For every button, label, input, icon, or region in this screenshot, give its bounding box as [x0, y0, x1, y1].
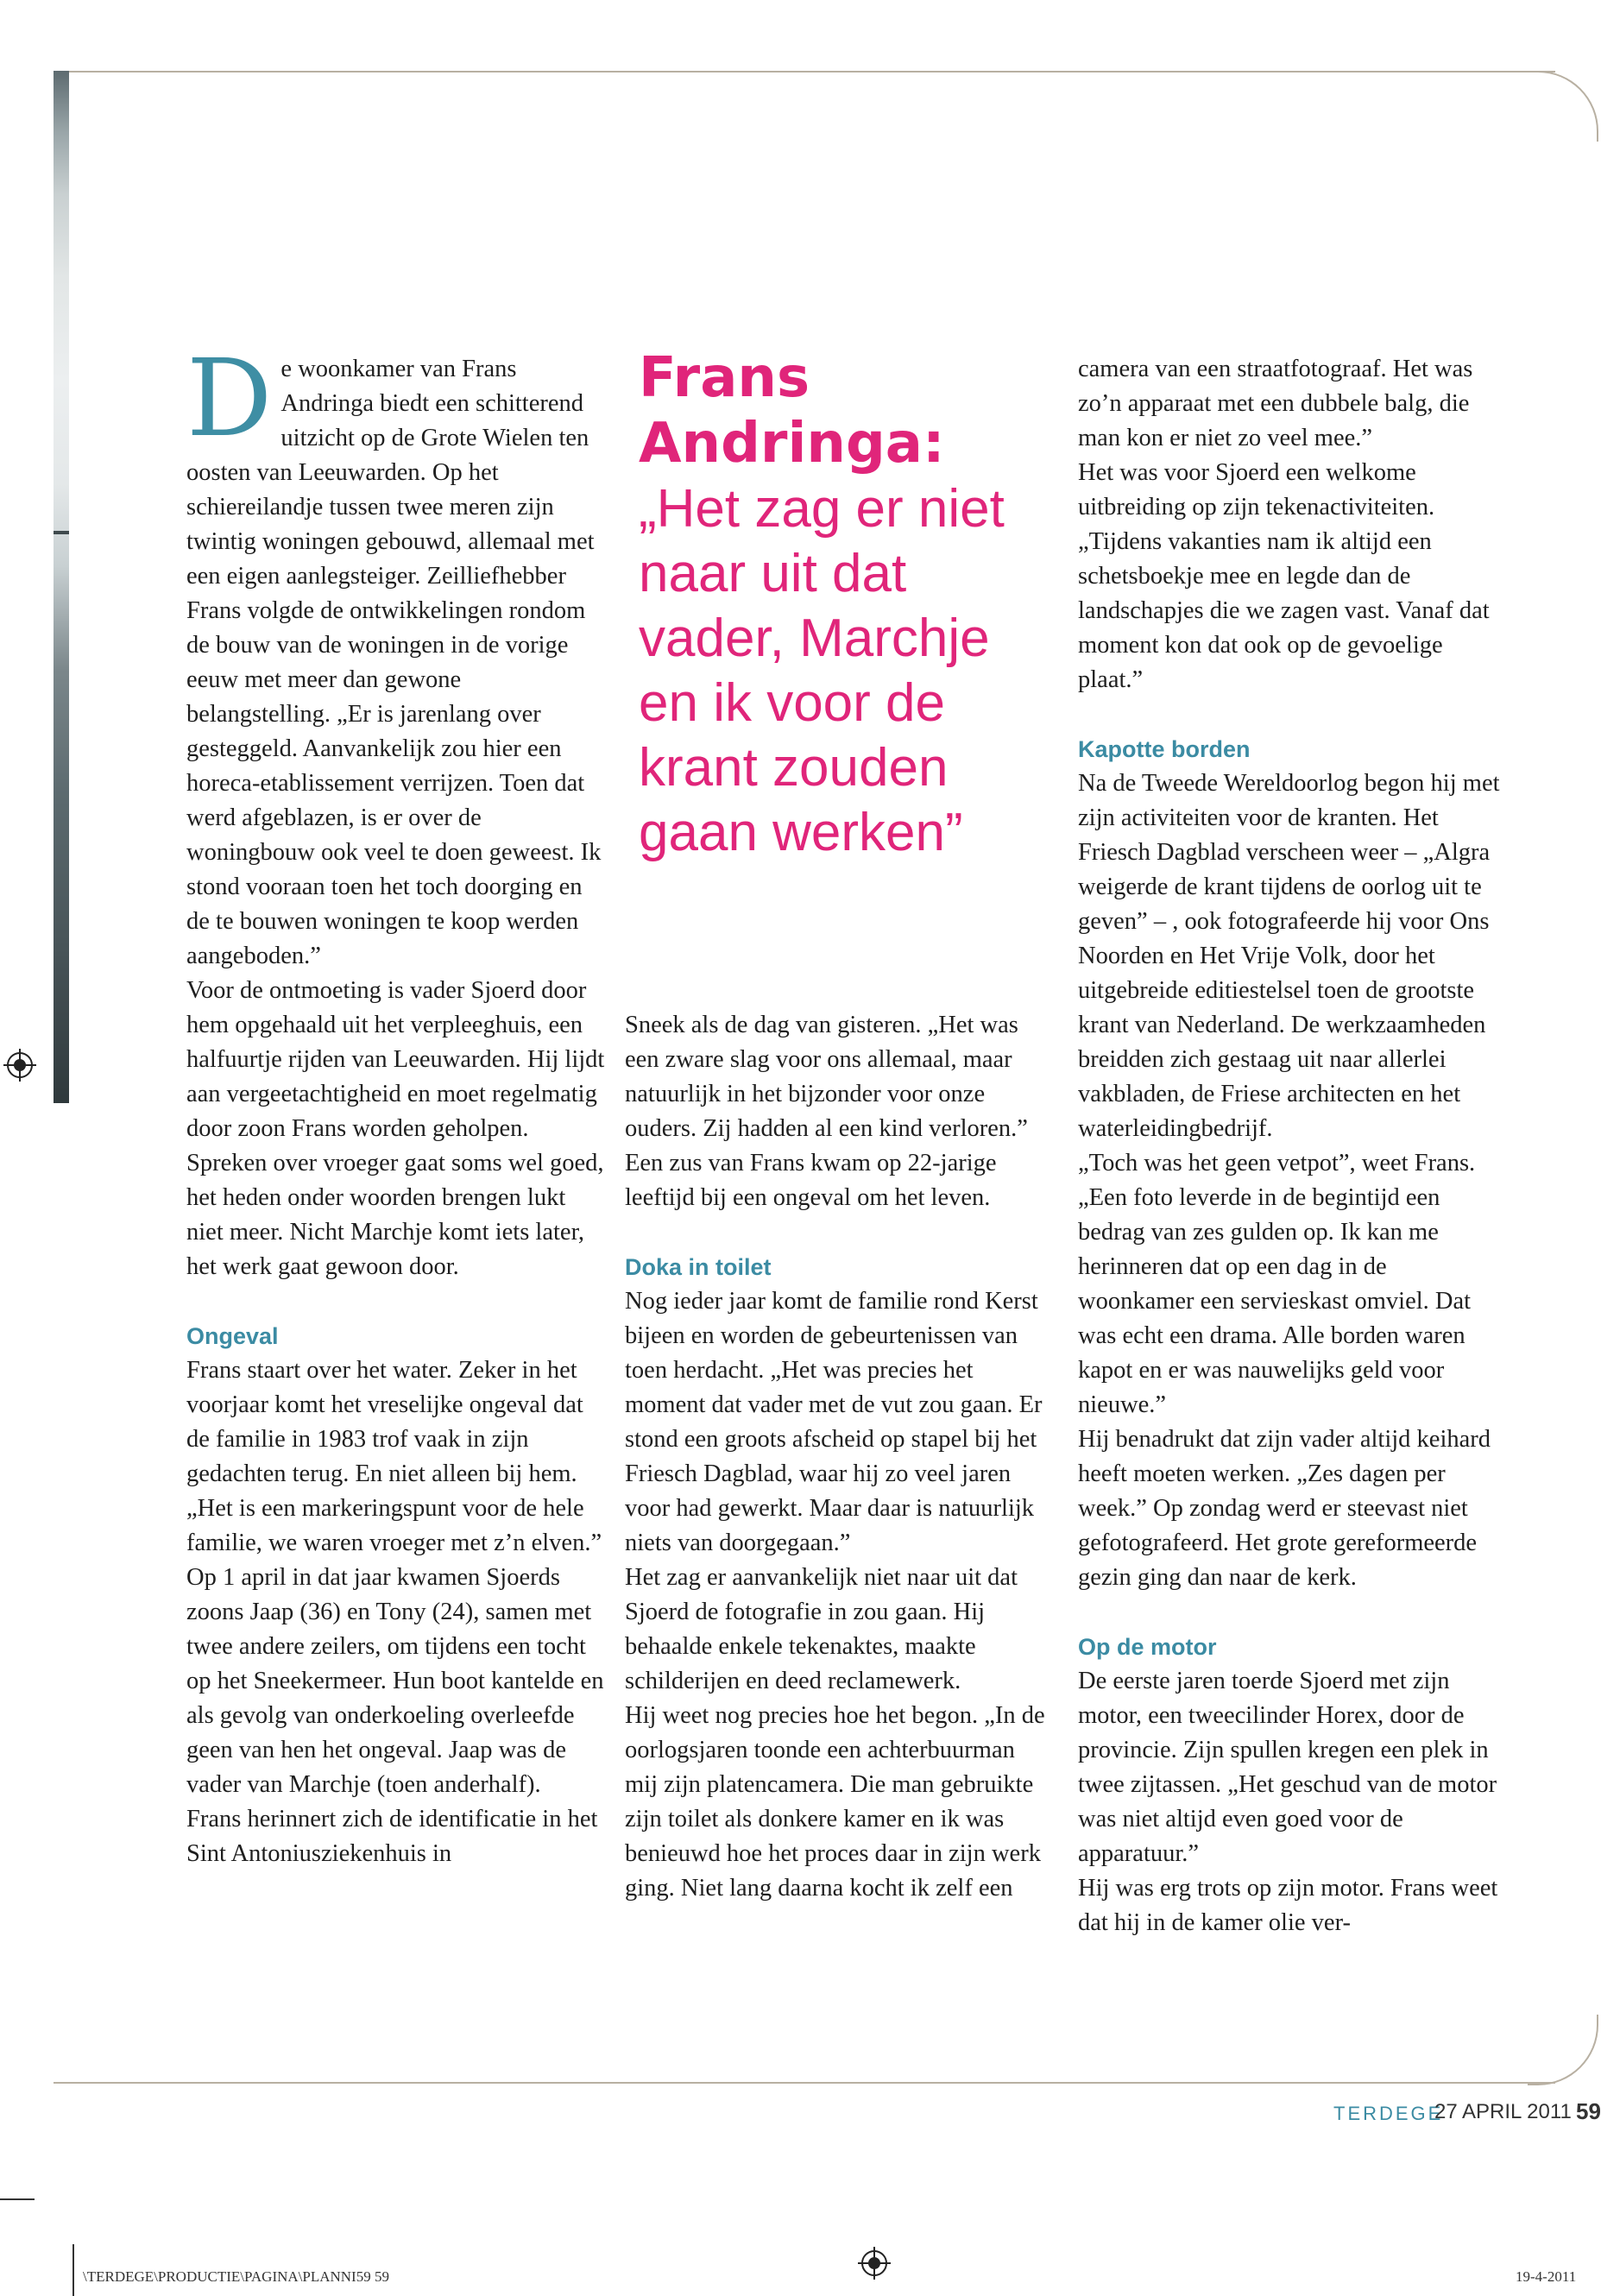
footer-magazine-name: TERDEGE: [1333, 2103, 1444, 2124]
photo-strip: [54, 71, 69, 1103]
paragraph: „Toch was het geen vetpot”, weet Frans. „Een foto leverde in de begintijd een bedrag van zes gulden op. Ik kan me herinneren dat op een dag in de woonkamer een servieskast omviel. Dat was echt een drama. Alle borden waren kapot en er was nauwelijks geld voor nieuwe.”: [1078, 1150, 1476, 1418]
print-slug-date: 19-4-2011: [1516, 2268, 1577, 2285]
paragraph: camera van een straatfotograaf. Het was zo’n apparaat met een dubbele balg, die man kon er niet zo veel mee.”: [1078, 356, 1473, 451]
article-column-1: [186, 337, 606, 1871]
headline-quote: „Het zag er niet naar uit dat vader, Marchje en ik voor de krant zouden gaan werken”: [639, 479, 1005, 862]
footer-page-number: 59: [1576, 2098, 1601, 2124]
subheading: Op de motor: [1078, 1634, 1217, 1660]
subheading: Kapotte borden: [1078, 736, 1251, 762]
article-column-3: [1078, 352, 1501, 1940]
paragraph: Het zag er aanvankelijk niet naar uit dat Sjoerd de fotografie in zou gaan. Hij behaalde enkele tekenaktes, maakte schilderijen en deed reclamewerk.: [625, 1564, 1018, 1694]
paragraph: Frans staart over het water. Zeker in het voorjaar komt het vreselijke ongeval dat de familie in 1983 trof vaak in zijn gedachten terug. En niet alleen bij hem. „Het is een markeringspunt voor de hele familie, we waren vroeger met z’n elven.”: [186, 1357, 602, 1556]
page-frame-top: [54, 71, 1555, 73]
paragraph: Op 1 april in dat jaar kwamen Sjoerds zoons Jaap (36) en Tony (24), samen met twee andere zeilers, om tijdens een tocht op het Sneekermeer. Hun boot kantelde en als gevolg van onderkoeling overleefde geen van hen het ongeval. Jaap was de vader van Marchje (toen anderhalf).: [186, 1564, 604, 1798]
paragraph: Hij was erg trots op zijn motor. Frans weet dat hij in de kamer olie ver-: [1078, 1875, 1498, 1936]
paragraph: Hij weet nog precies hoe het begon. „In de oorlogsjaren toonde een achterbuurman mij zijn platencamera. Die man gebruikte zijn toilet als donkere kamer en ik was benieuwd hoe het proces daar in zijn werk ging. Niet lang daarna kocht ik zelf een: [625, 1702, 1045, 1902]
paragraph: Hij benadrukt dat zijn vader altijd keihard heeft moeten werken. „Zes dagen per week.” Op zondag werd er steevast niet gefotografeerd. Het grote gereformeerde gezin ging dan naar de kerk.: [1078, 1426, 1491, 1591]
crop-mark: [72, 2244, 74, 2296]
print-slug-path: \TERDEGE\PRODUCTIE\PAGINA\PLANNI59 59: [83, 2268, 389, 2285]
registration-mark-icon: [7, 1052, 33, 1078]
intro-text: e woonkamer van Frans Andringa biedt een schitterend uitzicht op de Grote Wielen ten oosten van Leeuwarden. Op het schiereilandje tussen twee meren zijn twintig woningen gebouwd, allemaal met een eigen aanlegsteiger. Zeilliefhebber Frans volgde de ontwikkelingen rondom de bouw van de woningen in de vorige eeuw met meer dan gewone belangstelling. „Er is jarenlang over gesteggeld. Aanvankelijk zou hier een horeca-etablissement verrijzen. Toen dat werd afgeblazen, is er over de woningbouw ook veel te doen geweest. Ik stond vooraan toen het toch doorging en de te bouwen woningen te koop werden aangeboden.”: [186, 356, 602, 969]
photo-horizon-line: [54, 531, 69, 534]
page-frame-bottom: [54, 2082, 1555, 2084]
paragraph: Na de Tweede Wereldoorlog begon hij met zijn activiteiten voor de kranten. Het Friesch Dagblad verscheen weer – „Algra weigerde de krant tijdens de oorlog uit te geven” – , ook fotografeerde hij voor Ons Noorden en Het Vrije Volk, door het uitgebreide editiestelsel toen de grootste krant van Nederland. De werkzaamheden breidden zich gestaag uit naar allerlei vakbladen, de Friese architecten en het waterleidingbedrijf.: [1078, 770, 1500, 1142]
article-headline: [639, 345, 1044, 865]
paragraph: Voor de ontmoeting is vader Sjoerd door hem opgehaald uit het verpleeghuis, een halfuurtje rijden van Leeuwarden. Hij lijdt aan vergeetachtigheid en moet regelmatig door zoon Frans worden geholpen. Spreken over vroeger gaat soms wel goed, het heden onder woorden brengen lukt niet meer. Nicht Marchje komt iets later, het werk gaat gewoon door.: [186, 977, 605, 1280]
subheading: Ongeval: [186, 1323, 279, 1349]
page-frame-corner-top-right: [1528, 71, 1598, 142]
headline-name: Frans Andringa:: [639, 346, 945, 476]
drop-cap: D: [186, 337, 273, 461]
subheading: Doka in toilet: [625, 1254, 772, 1280]
paragraph: Frans herinnert zich de identificatie in het Sint Antoniusziekenhuis in: [186, 1806, 598, 1867]
paragraph: Het was voor Sjoerd een welkome uitbreiding op zijn tekenactiviteiten. „Tijdens vakanties nam ik altijd een schetsboekje mee en legde dan de landschapjes die we zagen vast. Vanaf dat moment kon dat ook op de gevoelige plaat.”: [1078, 459, 1490, 693]
page-frame-corner-bottom-right: [1528, 2015, 1598, 2085]
paragraph: Nog ieder jaar komt de familie rond Kerst bijeen en worden de gebeurtenissen van toen herdacht. „Het was precies het moment dat vader met de vut zou gaan. Er stond een groots afscheid op stapel bij het Friesch Dagblad, waar hij zo veel jaren voor had gewerkt. Maar daar is natuurlijk niets van doorgegaan.”: [625, 1288, 1043, 1556]
crop-mark: [0, 2198, 35, 2200]
article-column-2: [625, 1008, 1046, 1906]
paragraph: De eerste jaren toerde Sjoerd met zijn motor, een tweecilinder Horex, door de provincie. Zijn spullen kregen een plek in twee zijtassen. „Het geschud van de motor was niet altijd even goed voor de apparatuur.”: [1078, 1668, 1497, 1867]
intro-paragraph: [186, 337, 606, 974]
registration-mark-icon: [861, 2250, 887, 2276]
footer-issue-date: 27 APRIL 2011: [1434, 2100, 1572, 2123]
paragraph: Sneek als de dag van gisteren. „Het was een zware slag voor ons allemaal, maar natuurlijk in het bijzonder voor onze ouders. Zij hadden al een kind verloren.” Een zus van Frans kwam op 22-jarige leeftijd bij een ongeval om het leven.: [625, 1012, 1028, 1211]
